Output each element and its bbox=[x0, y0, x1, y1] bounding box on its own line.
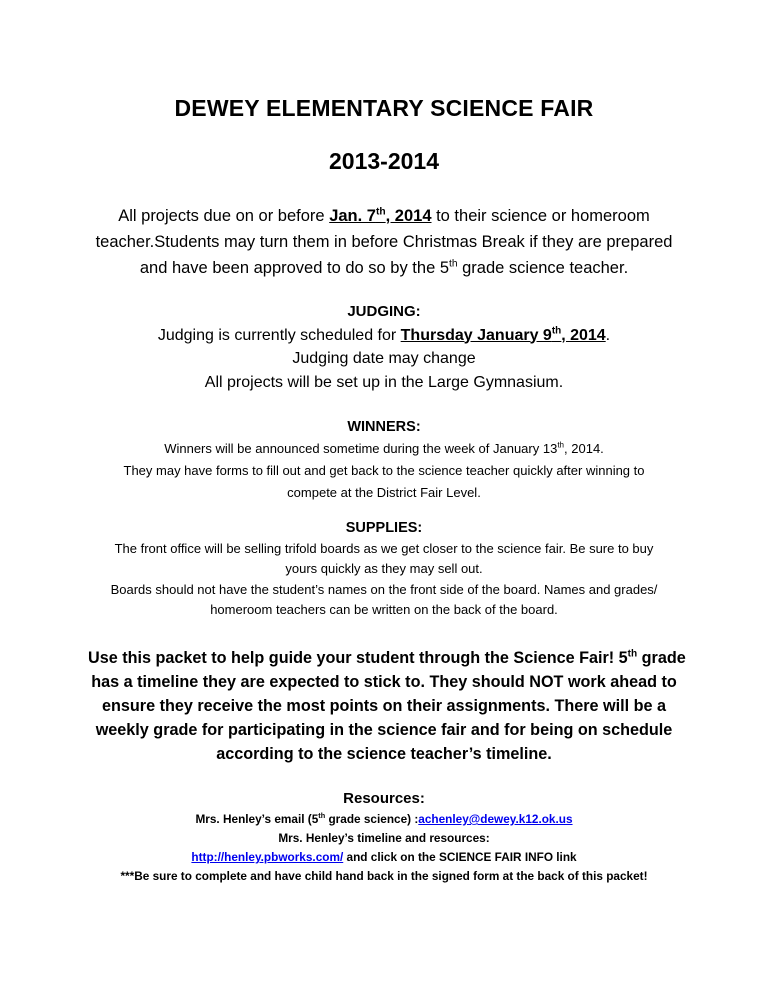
resources-heading: Resources: bbox=[343, 790, 425, 807]
supplies-line-4: homeroom teachers can be written on the back of the board. bbox=[210, 602, 558, 617]
packet-line-4: weekly grade for participating in the science fair and for being on schedule bbox=[95, 721, 673, 739]
packet-line-2: has a timeline they are expected to stick to. They should NOT work ahead to bbox=[91, 673, 677, 691]
judging-line-3: All projects will be set up in the Large Gymnasium. bbox=[204, 373, 564, 391]
packet-line-3: ensure they receive the most points on their assignments. There will be a bbox=[101, 697, 667, 715]
email-link[interactable]: achenley@dewey.k12.ok.us bbox=[418, 812, 573, 826]
intro-paragraph bbox=[88, 203, 680, 281]
winners-line-3: compete at the District Fair Level. bbox=[287, 485, 481, 500]
resources-line-1: Mrs. Henley’s email (5th grade science) :achenley@dewey.k12.ok.us bbox=[195, 811, 573, 826]
winners-heading: WINNERS: bbox=[347, 419, 421, 435]
supplies-line-3: Boards should not have the student’s names on the front side of the board. Names and grades/ bbox=[110, 581, 658, 597]
winners-line-2: They may have forms to fill out and get back to the science teacher quickly after winning to bbox=[123, 463, 645, 478]
winners-line-1: Winners will be announced sometime during the week of January 13th, 2014. bbox=[164, 440, 604, 456]
intro-text: All projects due on or before bbox=[118, 207, 330, 225]
due-date: Jan. 7th, 2014 bbox=[329, 206, 432, 225]
intro-line-2: teacher.Students may turn them in before Christmas Break if they are prepared bbox=[95, 233, 673, 251]
judging-line-2: Judging date may change bbox=[292, 350, 476, 367]
judging-date: Thursday January 9th, 2014 bbox=[400, 325, 606, 344]
supplies-line-2: yours quickly as they may sell out. bbox=[285, 561, 483, 576]
judging-section bbox=[0, 300, 768, 394]
winners-section bbox=[0, 416, 768, 504]
packet-paragraph bbox=[88, 646, 686, 766]
resources-line-2: Mrs. Henley’s timeline and resources: bbox=[278, 831, 490, 845]
packet-line-5: according to the science teacher’s timeline. bbox=[216, 745, 552, 763]
resources-line-4: ***Be sure to complete and have child hand back in the signed form at the back of this packet! bbox=[120, 869, 648, 883]
website-link[interactable]: http://henley.pbworks.com/ bbox=[191, 850, 344, 864]
supplies-line-1: The front office will be selling trifold boards as we get closer to the science fair. Be sure to buy bbox=[114, 540, 654, 556]
supplies-section bbox=[0, 518, 768, 621]
page-title: DEWEY ELEMENTARY SCIENCE FAIR bbox=[174, 95, 594, 121]
packet-line-1: Use this packet to help guide your student through the Science Fair! 5th grade bbox=[88, 648, 686, 667]
school-year: 2013-2014 bbox=[329, 148, 439, 174]
intro-line-1 bbox=[88, 203, 680, 229]
intro-text-end: to their science or homeroom bbox=[431, 207, 650, 225]
judging-line-1: Judging is currently scheduled for Thursday January 9th, 2014. bbox=[157, 325, 611, 344]
intro-line-3: and have been approved to do so by the 5th grade science teacher. bbox=[139, 258, 629, 277]
resources-line-3: http://henley.pbworks.com/ and click on the SCIENCE FAIR INFO link bbox=[191, 850, 577, 864]
supplies-heading: SUPPLIES: bbox=[345, 520, 423, 536]
judging-heading: JUDGING: bbox=[347, 303, 421, 320]
resources-section bbox=[0, 788, 768, 886]
